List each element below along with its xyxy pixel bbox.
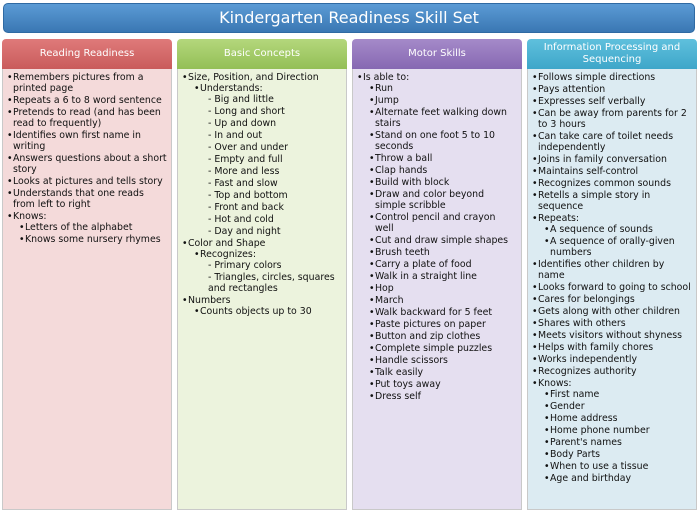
list-item-text: Knows: [13,211,47,222]
list-item [194,249,342,294]
list-item-text: Expresses self verbally [538,96,646,107]
list-item [532,96,692,107]
list-item [532,342,692,353]
list-item [194,306,342,317]
list-item-text: Throw a ball [375,153,433,164]
list-item [182,238,342,294]
list-item-text: Repeats a 6 to 8 word sentence [13,95,162,106]
list-item [369,259,517,270]
list-item-text: Cut and draw simple shapes [375,235,509,246]
list-item [369,343,517,354]
list-item [7,211,167,245]
list-item-text: Counts objects up to 30 [200,306,312,317]
page-title: Kindergarten Readiness Skill Set [3,3,695,33]
list-item-text: Hop [375,283,394,294]
list-item [532,306,692,317]
list-item [369,153,517,164]
list-item [369,391,517,402]
list-item [544,461,692,472]
list-item [7,95,167,106]
list-item: - Front and back [208,202,284,213]
list-item-text: Cares for belongings [538,294,635,305]
list-item [369,107,517,129]
list-item-text: Numbers [188,295,231,306]
list-item: - Big and little [208,94,274,105]
list-item [369,165,517,176]
column-heading: Motor Skills [352,39,522,69]
list-item-text: Helps with family chores [538,342,654,353]
list-item [369,235,517,246]
list-item [532,154,692,165]
list-item-text: Identifies other children by name [538,259,665,281]
list-item-text: A sequence of sounds [550,224,653,235]
list-item [369,177,517,188]
list-item [544,425,692,436]
list-item [369,379,517,390]
list-item [369,355,517,366]
list-item-text: Gender [550,401,585,412]
list-item-text: Put toys away [375,379,441,390]
list-item: - Day and night [208,226,281,237]
list-item [532,366,692,377]
list-item [7,176,167,187]
column-reading-readiness [2,39,172,510]
list-item [194,83,342,237]
list-item: - Up and down [208,118,277,129]
list-item-text: Understands: [200,83,263,94]
list-item-text: Body Parts [550,449,601,460]
list-item-text: Recognizes common sounds [538,178,671,189]
list-item [532,354,692,365]
list-item [532,213,692,258]
list-item [7,130,167,152]
list-item-text: Button and zip clothes [375,331,481,342]
list-item-text: Jump [375,95,399,106]
list-item: - More and less [208,166,280,177]
list-item-text: Recognizes: [200,249,256,260]
list-item-text: Stand on one foot 5 to 10 seconds [375,130,496,152]
list-item-text: Repeats: [538,213,580,224]
list-item-text: Talk easily [375,367,424,378]
list-item-text: Identifies own first name in writing [13,130,141,152]
list-item [544,449,692,460]
list-item-text: Run [375,83,393,94]
list-item-text: Maintains self-control [538,166,639,177]
list-item-text: Remembers pictures from a printed page [13,72,144,94]
list-item-text: When to use a tissue [550,461,649,472]
column-information-processing [527,39,697,510]
column-body [527,69,697,510]
column-basic-concepts [177,39,347,510]
list-item [369,295,517,306]
list-item-text: Control pencil and crayon well [375,212,496,234]
list-item-text: Parent's names [550,437,622,448]
list-item [532,378,692,484]
column-body [352,69,522,510]
list-item: - Fast and slow [208,178,278,189]
list-item [532,84,692,95]
list-item [369,307,517,318]
list-item-text: Joins in family conversation [538,154,667,165]
list-item [532,166,692,177]
list-item [7,72,167,94]
list-item-text: Letters of the alphabet [25,222,133,233]
list-item-text: Home address [550,413,618,424]
list-item-text: A sequence of orally-given numbers [550,236,675,258]
list-item [182,295,342,317]
list-item-text: Knows some nursery rhymes [25,234,161,245]
list-item [357,72,517,402]
list-item: - Long and short [208,106,285,117]
list-item [532,108,692,130]
list-item-text: Can be away from parents for 2 to 3 hours [538,108,687,130]
list-item [544,224,692,235]
list-item [544,401,692,412]
list-item [369,331,517,342]
list-item [369,95,517,106]
list-item-text: Draw and color beyond simple scribble [375,189,485,211]
list-item [369,283,517,294]
column-body [2,69,172,510]
list-item-text: Age and birthday [550,473,632,484]
list-item [7,153,167,175]
list-item-text: Understands that one reads from left to right [13,188,144,210]
list-item-text: Is able to: [363,72,410,83]
list-item-text: Walk in a straight line [375,271,477,282]
list-item [369,130,517,152]
list-item [532,131,692,153]
list-item-text: Size, Position, and Direction [188,72,319,83]
list-item-text: Meets visitors without shyness [538,330,683,341]
list-item: - Hot and cold [208,214,274,225]
list-item-text: Answers questions about a short story [13,153,167,175]
column-body [177,69,347,510]
list-item-text: Handle scissors [375,355,448,366]
list-item: - Primary colors [208,260,282,271]
list-item [544,413,692,424]
list-item: - Empty and full [208,154,283,165]
list-item-text: Alternate feet walking down stairs [375,107,507,129]
list-item-text: Follows simple directions [538,72,656,83]
list-item [7,188,167,210]
list-item: - Over and under [208,142,288,153]
column-heading: Information Processing and Sequencing [527,39,697,69]
column-heading: Reading Readiness [2,39,172,69]
list-item-text: Pretends to read (and has been read to frequently) [13,107,161,129]
list-item [532,282,692,293]
list-item-text: Complete simple puzzles [375,343,493,354]
list-item [369,189,517,211]
list-item-text: Shares with others [538,318,626,329]
list-item [19,234,167,245]
list-item-text: Retells a simple story in sequence [538,190,651,212]
list-item-text: Can take care of toilet needs independently [538,131,674,153]
list-item-text: Looks forward to going to school [538,282,691,293]
list-item-text: Clap hands [375,165,428,176]
list-item-text: First name [550,389,600,400]
list-item-text: March [375,295,404,306]
list-item [19,222,167,233]
list-item [369,271,517,282]
list-item [544,473,692,484]
list-item [182,72,342,237]
list-item [532,318,692,329]
list-item [532,190,692,212]
list-item [369,83,517,94]
list-item-text: Home phone number [550,425,650,436]
list-item-text: Build with block [375,177,450,188]
list-item [369,247,517,258]
list-item [532,294,692,305]
list-item [369,319,517,330]
list-item [532,178,692,189]
list-item [532,330,692,341]
list-item-text: Works independently [538,354,638,365]
list-item [544,437,692,448]
list-item [369,212,517,234]
list-item-text: Gets along with other children [538,306,680,317]
list-item-text: Paste pictures on paper [375,319,486,330]
list-item-text: Color and Shape [188,238,266,249]
list-item-text: Dress self [375,391,421,402]
list-item: - Triangles, circles, squares and rectangles [208,272,335,294]
list-item-text: Brush teeth [375,247,430,258]
list-item [532,72,692,83]
list-item [544,389,692,400]
list-item: - Top and bottom [208,190,288,201]
column-motor-skills [352,39,522,510]
list-item-text: Walk backward for 5 feet [375,307,493,318]
list-item-text: Recognizes authority [538,366,637,377]
column-heading: Basic Concepts [177,39,347,69]
list-item [544,236,692,258]
list-item [532,259,692,281]
list-item-text: Knows: [538,378,572,389]
list-item-text: Looks at pictures and tells story [13,176,163,187]
list-item [369,367,517,378]
list-item: - In and out [208,130,263,141]
list-item-text: Pays attention [538,84,606,95]
list-item [7,107,167,129]
list-item-text: Carry a plate of food [375,259,472,270]
